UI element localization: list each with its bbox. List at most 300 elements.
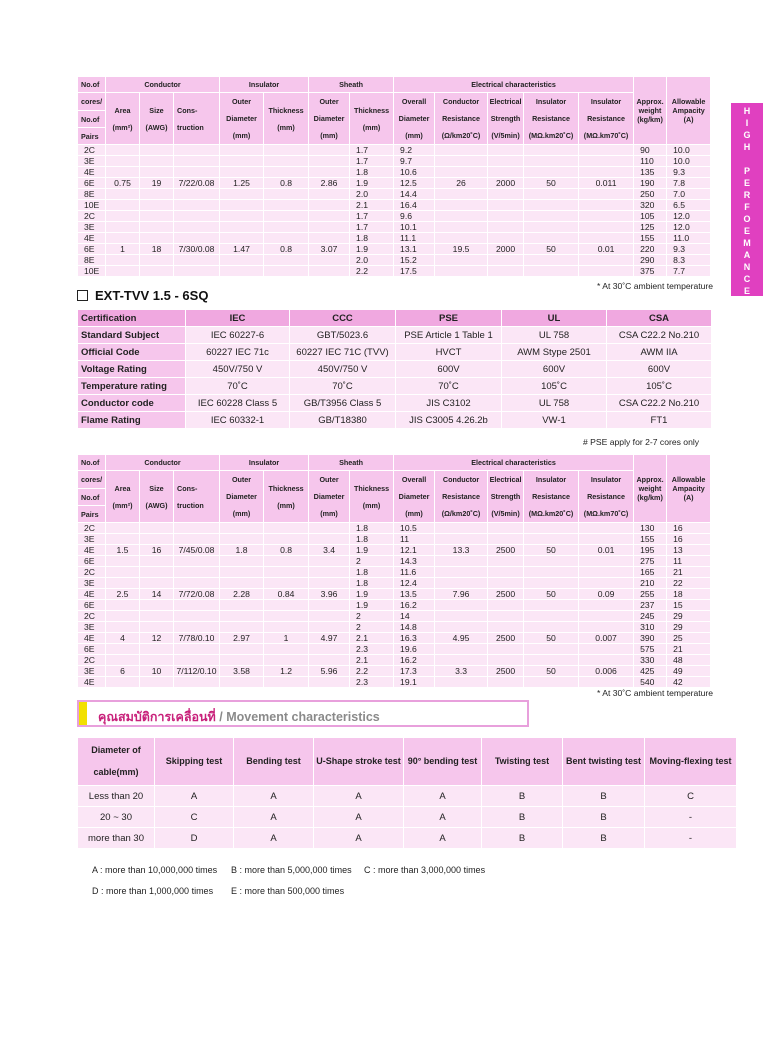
header-ins-thickness-line: (mm) bbox=[277, 500, 295, 510]
header-conductor-resistance-line: Resistance bbox=[442, 492, 481, 501]
empty-cell bbox=[524, 200, 579, 211]
sidebar-letter: O bbox=[743, 214, 751, 224]
header-ins-outer-line: (mm) bbox=[320, 509, 338, 518]
empty-cell bbox=[579, 200, 634, 211]
cores-cell: 2C bbox=[78, 211, 106, 222]
overall-diameter-cell: 16.4 bbox=[394, 200, 435, 211]
empty-cell bbox=[524, 211, 579, 222]
ins70-cell: 0.01 bbox=[579, 244, 634, 255]
cores-cell: 2C bbox=[78, 145, 106, 156]
empty-cell bbox=[220, 222, 264, 233]
ampacity-cell: 48 bbox=[667, 655, 711, 666]
header-area-line: Area bbox=[114, 105, 131, 115]
table-row bbox=[78, 523, 711, 534]
table-row bbox=[78, 534, 711, 545]
empty-cell bbox=[264, 655, 309, 666]
empty-cell bbox=[435, 266, 488, 277]
cert-column-header: UL bbox=[502, 310, 607, 327]
strength-cell: 2500 bbox=[488, 545, 524, 556]
empty-cell bbox=[524, 578, 579, 589]
empty-cell bbox=[524, 556, 579, 567]
ampacity-cell: 13 bbox=[667, 545, 711, 556]
header-amp-1: Allowable bbox=[671, 97, 706, 106]
header-conductor-resistance-line: (Ω/km20˚C) bbox=[441, 509, 481, 518]
movement-value: A bbox=[404, 807, 482, 828]
ampacity-cell: 15 bbox=[667, 600, 711, 611]
header-conductor-resistance bbox=[435, 93, 488, 145]
header-conductor-resistance-line: Conductor bbox=[442, 97, 480, 106]
cert-value: 70˚C bbox=[186, 378, 290, 395]
empty-cell bbox=[488, 145, 524, 156]
header-cores: cores/ bbox=[78, 93, 106, 111]
empty-cell bbox=[579, 211, 634, 222]
empty-cell bbox=[524, 611, 579, 622]
empty-cell bbox=[435, 644, 488, 655]
cores-cell: 3E bbox=[78, 156, 106, 167]
movement-value: A bbox=[404, 786, 482, 807]
certification-table bbox=[77, 309, 712, 429]
empty-cell bbox=[264, 145, 309, 156]
empty-cell bbox=[220, 211, 264, 222]
table-row bbox=[78, 266, 711, 277]
header-approx bbox=[634, 77, 667, 145]
section-title-text: EXT-TVV 1.5 - 6SQ bbox=[95, 288, 209, 303]
sheath-thickness-cell: 2.0 bbox=[350, 255, 394, 266]
sheath-thickness-cell: 2.2 bbox=[350, 666, 394, 677]
empty-cell bbox=[435, 611, 488, 622]
empty-cell bbox=[106, 600, 140, 611]
overall-diameter-cell: 14.4 bbox=[394, 189, 435, 200]
sheath-thickness-cell: 1.8 bbox=[350, 523, 394, 534]
checkbox-square-icon bbox=[77, 290, 88, 301]
cert-row bbox=[78, 412, 712, 429]
header-sheath-overall-line: Diameter bbox=[398, 492, 430, 501]
table-row bbox=[78, 589, 711, 600]
movement-row-label: more than 30 bbox=[78, 828, 155, 849]
area-cell: 6 bbox=[106, 666, 140, 677]
table-row bbox=[78, 244, 711, 255]
ins70-cell: 0.011 bbox=[579, 178, 634, 189]
empty-cell bbox=[309, 556, 350, 567]
cores-cell: 3E bbox=[78, 222, 106, 233]
area-cell: 2.5 bbox=[106, 589, 140, 600]
header-sheath-thickness-line: (mm) bbox=[362, 122, 381, 132]
header-sheath-thickness-line: Thickness bbox=[353, 105, 390, 115]
weight-cell: 195 bbox=[634, 545, 667, 556]
ins_th-cell: 0.8 bbox=[264, 545, 309, 556]
header-approx-1: Approx. bbox=[636, 475, 664, 484]
cores-cell: 4E bbox=[78, 167, 106, 178]
table-row bbox=[78, 145, 711, 156]
header-insulator-resistance-20-line: Insulator bbox=[535, 97, 567, 106]
empty-cell bbox=[309, 677, 350, 688]
empty-cell bbox=[435, 578, 488, 589]
header-area bbox=[106, 471, 140, 523]
empty-cell bbox=[220, 189, 264, 200]
empty-cell bbox=[106, 567, 140, 578]
empty-cell bbox=[174, 567, 220, 578]
cons-cell: 7/22/0.08 bbox=[174, 178, 220, 189]
cores-cell: 3E bbox=[78, 666, 106, 677]
size-cell: 12 bbox=[140, 633, 174, 644]
ins20-cell: 50 bbox=[524, 589, 579, 600]
weight-cell: 575 bbox=[634, 644, 667, 655]
empty-cell bbox=[524, 600, 579, 611]
empty-cell bbox=[220, 255, 264, 266]
empty-cell bbox=[488, 644, 524, 655]
ins20-cell: 50 bbox=[524, 666, 579, 677]
empty-cell bbox=[140, 211, 174, 222]
cores-cell: 6E bbox=[78, 244, 106, 255]
empty-cell bbox=[140, 266, 174, 277]
cert-value: FT1 bbox=[607, 412, 712, 429]
header-ins-outer bbox=[309, 93, 350, 145]
sidebar-letter: A bbox=[743, 250, 751, 260]
size-cell: 19 bbox=[140, 178, 174, 189]
outer-cell: 3.4 bbox=[309, 545, 350, 556]
sheath-thickness-cell: 2.1 bbox=[350, 633, 394, 644]
empty-cell bbox=[106, 523, 140, 534]
empty-cell bbox=[309, 567, 350, 578]
ins20-cell: 50 bbox=[524, 545, 579, 556]
cores-cell: 10E bbox=[78, 200, 106, 211]
movement-banner bbox=[77, 700, 529, 727]
cert-column-header: CCC bbox=[290, 310, 396, 327]
sheath-thickness-cell: 1.7 bbox=[350, 222, 394, 233]
table-row bbox=[78, 233, 711, 244]
cert-value: AWM IIA bbox=[607, 344, 712, 361]
sidebar-letter: C bbox=[743, 274, 751, 284]
high-performance-sidebar bbox=[731, 103, 763, 296]
empty-cell bbox=[524, 255, 579, 266]
cert-value: 105˚C bbox=[502, 378, 607, 395]
cons-cell: 7/72/0.08 bbox=[174, 589, 220, 600]
header-approx-2: weight bbox=[638, 484, 662, 493]
cert-value: 450V/750 V bbox=[290, 361, 396, 378]
empty-cell bbox=[579, 567, 634, 578]
weight-cell: 330 bbox=[634, 655, 667, 666]
empty-cell bbox=[140, 644, 174, 655]
sidebar-letter: M bbox=[743, 238, 751, 248]
empty-cell bbox=[106, 534, 140, 545]
pse-note: # PSE apply for 2-7 cores only bbox=[583, 437, 700, 447]
overall-diameter-cell: 16.2 bbox=[394, 600, 435, 611]
empty-cell bbox=[488, 233, 524, 244]
cores-cell: 3E bbox=[78, 578, 106, 589]
cores-cell: 3E bbox=[78, 534, 106, 545]
movement-value: B bbox=[563, 828, 645, 849]
empty-cell bbox=[140, 255, 174, 266]
empty-cell bbox=[174, 200, 220, 211]
cert-row bbox=[78, 378, 712, 395]
empty-cell bbox=[524, 523, 579, 534]
sidebar-letter: F bbox=[744, 202, 750, 212]
empty-cell bbox=[488, 578, 524, 589]
cores-cell: 2C bbox=[78, 567, 106, 578]
ampacity-cell: 12.0 bbox=[667, 211, 711, 222]
header-sheath-thickness bbox=[350, 93, 394, 145]
cert-value: 60227 IEC 71C (TVV) bbox=[290, 344, 396, 361]
header-electrical-strength-line: Electrical bbox=[489, 475, 522, 484]
header-insulator: Insulator bbox=[220, 77, 309, 93]
empty-cell bbox=[524, 567, 579, 578]
table-row bbox=[78, 578, 711, 589]
empty-cell bbox=[488, 156, 524, 167]
header-approx-3: (kg/km) bbox=[637, 493, 663, 502]
table-row bbox=[78, 600, 711, 611]
outer-cell: 2.86 bbox=[309, 178, 350, 189]
empty-cell bbox=[140, 156, 174, 167]
cert-value: JIS C3005 4.26.2b bbox=[396, 412, 502, 429]
cert-value: IEC 60228 Class 5 bbox=[186, 395, 290, 412]
empty-cell bbox=[488, 200, 524, 211]
movement-value: A bbox=[314, 807, 404, 828]
sheath-thickness-cell: 1.7 bbox=[350, 145, 394, 156]
empty-cell bbox=[435, 167, 488, 178]
cond_res-cell: 19.5 bbox=[435, 244, 488, 255]
cert-header-row bbox=[78, 310, 712, 327]
header-insulator: Insulator bbox=[220, 455, 309, 471]
movement-row bbox=[78, 786, 737, 807]
empty-cell bbox=[579, 167, 634, 178]
weight-cell: 155 bbox=[634, 233, 667, 244]
ampacity-cell: 6.5 bbox=[667, 200, 711, 211]
overall-diameter-cell: 14.8 bbox=[394, 622, 435, 633]
header-sheath-overall-line: Diameter bbox=[398, 114, 430, 123]
weight-cell: 375 bbox=[634, 266, 667, 277]
cores-cell: 4E bbox=[78, 589, 106, 600]
empty-cell bbox=[435, 622, 488, 633]
weight-cell: 165 bbox=[634, 567, 667, 578]
ins_th-cell: 0.84 bbox=[264, 589, 309, 600]
table-row bbox=[78, 556, 711, 567]
sheath-thickness-cell: 2.2 bbox=[350, 266, 394, 277]
header-electrical-strength-line: Strength bbox=[490, 114, 521, 123]
empty-cell bbox=[579, 600, 634, 611]
table-row bbox=[78, 189, 711, 200]
empty-cell bbox=[524, 534, 579, 545]
header-sheath: Sheath bbox=[309, 455, 394, 471]
header-insulator-resistance-70 bbox=[579, 471, 634, 523]
movement-value: C bbox=[645, 786, 737, 807]
empty-cell bbox=[309, 167, 350, 178]
cert-row-label: Standard Subject bbox=[78, 327, 186, 344]
legend-c: C : more than 3,000,000 times bbox=[364, 865, 486, 875]
ampacity-cell: 7.8 bbox=[667, 178, 711, 189]
overall-diameter-cell: 11.6 bbox=[394, 567, 435, 578]
sidebar-letter: H bbox=[743, 142, 751, 152]
weight-cell: 540 bbox=[634, 677, 667, 688]
table-row bbox=[78, 677, 711, 688]
header-electrical-strength-line: (V/5min) bbox=[491, 131, 520, 140]
table-row bbox=[78, 666, 711, 677]
header-row bbox=[78, 77, 711, 93]
empty-cell bbox=[435, 189, 488, 200]
sidebar-letter: N bbox=[743, 262, 751, 272]
cores-cell: 6E bbox=[78, 600, 106, 611]
empty-cell bbox=[174, 266, 220, 277]
outer-cell: 4.97 bbox=[309, 633, 350, 644]
empty-cell bbox=[435, 567, 488, 578]
empty-cell bbox=[435, 200, 488, 211]
overall-diameter-cell: 9.2 bbox=[394, 145, 435, 156]
weight-cell: 390 bbox=[634, 633, 667, 644]
empty-cell bbox=[174, 222, 220, 233]
header-no-of: No.of bbox=[78, 77, 106, 93]
sheath-thickness-cell: 1.8 bbox=[350, 233, 394, 244]
sidebar-letter: G bbox=[743, 130, 751, 140]
movement-value: - bbox=[645, 828, 737, 849]
table-row bbox=[78, 611, 711, 622]
cons-cell: 7/78/0.10 bbox=[174, 633, 220, 644]
empty-cell bbox=[435, 534, 488, 545]
sidebar-letter: H bbox=[743, 106, 751, 116]
overall-diameter-cell: 14 bbox=[394, 611, 435, 622]
empty-cell bbox=[488, 556, 524, 567]
header-insulator-resistance-70-line: (MΩ.km70˚C) bbox=[583, 509, 629, 518]
cert-column-header: PSE bbox=[396, 310, 502, 327]
empty-cell bbox=[309, 189, 350, 200]
empty-cell bbox=[488, 600, 524, 611]
header-insulator-resistance-70-line: Resistance bbox=[587, 114, 626, 123]
cert-value: 60227 IEC 71c bbox=[186, 344, 290, 361]
cert-value: UL 758 bbox=[502, 327, 607, 344]
sheath-thickness-cell: 1.8 bbox=[350, 578, 394, 589]
header-size bbox=[140, 471, 174, 523]
ins_od-cell: 1.47 bbox=[220, 244, 264, 255]
empty-cell bbox=[488, 189, 524, 200]
movement-header-test: Bent twisting test bbox=[563, 738, 645, 786]
overall-diameter-cell: 17.3 bbox=[394, 666, 435, 677]
cert-value: 70˚C bbox=[396, 378, 502, 395]
header-construction-line: Cons- bbox=[177, 483, 198, 493]
ampacity-cell: 22 bbox=[667, 578, 711, 589]
header-ins-outer-diameter-line: Diameter bbox=[226, 492, 257, 501]
empty-cell bbox=[435, 255, 488, 266]
empty-cell bbox=[140, 677, 174, 688]
empty-cell bbox=[140, 200, 174, 211]
header-construction-line: Cons- bbox=[177, 105, 198, 115]
header-electrical: Electrical characteristics bbox=[394, 455, 634, 471]
cores-cell: 8E bbox=[78, 255, 106, 266]
empty-cell bbox=[309, 233, 350, 244]
sheath-thickness-cell: 2.3 bbox=[350, 644, 394, 655]
header-ins-thickness-line: Thickness bbox=[268, 483, 304, 493]
movement-header-test: Moving-flexing test bbox=[645, 738, 737, 786]
movement-header-test: Bending test bbox=[234, 738, 314, 786]
movement-header-test: U-Shape stroke test bbox=[314, 738, 404, 786]
overall-diameter-cell: 17.5 bbox=[394, 266, 435, 277]
header-ins-outer-line: (mm) bbox=[320, 131, 338, 140]
empty-cell bbox=[220, 655, 264, 666]
empty-cell bbox=[579, 222, 634, 233]
empty-cell bbox=[174, 644, 220, 655]
table-row bbox=[78, 633, 711, 644]
overall-diameter-cell: 13.1 bbox=[394, 244, 435, 255]
header-approx-2: weight bbox=[638, 106, 662, 115]
empty-cell bbox=[106, 556, 140, 567]
weight-cell: 135 bbox=[634, 167, 667, 178]
empty-cell bbox=[309, 266, 350, 277]
empty-cell bbox=[106, 222, 140, 233]
header-ins-outer-diameter-line: Diameter bbox=[226, 114, 257, 123]
overall-diameter-cell: 16.2 bbox=[394, 655, 435, 666]
header-insulator-resistance-70-line: Resistance bbox=[587, 492, 626, 501]
empty-cell bbox=[220, 600, 264, 611]
empty-cell bbox=[309, 644, 350, 655]
ampacity-cell: 16 bbox=[667, 523, 711, 534]
header-approx-1: Approx. bbox=[636, 97, 664, 106]
empty-cell bbox=[524, 222, 579, 233]
ins_od-cell: 1.25 bbox=[220, 178, 264, 189]
empty-cell bbox=[524, 655, 579, 666]
header-sheath-overall bbox=[394, 93, 435, 145]
cert-value: 600V bbox=[607, 361, 712, 378]
ins_th-cell: 0.8 bbox=[264, 244, 309, 255]
strength-cell: 2500 bbox=[488, 589, 524, 600]
empty-cell bbox=[140, 189, 174, 200]
empty-cell bbox=[579, 556, 634, 567]
header-electrical-strength-line: (V/5min) bbox=[491, 509, 520, 518]
strength-cell: 2000 bbox=[488, 178, 524, 189]
header-ins-outer-diameter-line: (mm) bbox=[232, 509, 251, 518]
strength-cell: 2500 bbox=[488, 633, 524, 644]
empty-cell bbox=[174, 677, 220, 688]
overall-diameter-cell: 12.4 bbox=[394, 578, 435, 589]
empty-cell bbox=[140, 534, 174, 545]
movement-value: A bbox=[234, 786, 314, 807]
outer-cell: 3.07 bbox=[309, 244, 350, 255]
cert-value: IEC 60227-6 bbox=[186, 327, 290, 344]
cert-row bbox=[78, 327, 712, 344]
cert-value: AWM Stype 2501 bbox=[502, 344, 607, 361]
sidebar-letter: E bbox=[743, 178, 750, 188]
header-ins-outer bbox=[309, 471, 350, 523]
empty-cell bbox=[106, 255, 140, 266]
empty-cell bbox=[435, 211, 488, 222]
empty-cell bbox=[524, 644, 579, 655]
empty-cell bbox=[174, 255, 220, 266]
empty-cell bbox=[174, 523, 220, 534]
movement-value: A bbox=[234, 807, 314, 828]
table-row bbox=[78, 167, 711, 178]
empty-cell bbox=[140, 233, 174, 244]
empty-cell bbox=[264, 156, 309, 167]
header-pairs: Pairs bbox=[78, 506, 106, 523]
cert-value: CSA C22.2 No.210 bbox=[607, 327, 712, 344]
header-ins-outer-line: Diameter bbox=[313, 114, 345, 123]
empty-cell bbox=[106, 644, 140, 655]
overall-diameter-cell: 9.6 bbox=[394, 211, 435, 222]
ins_th-cell: 1.2 bbox=[264, 666, 309, 677]
ampacity-cell: 16 bbox=[667, 534, 711, 545]
header-insulator-resistance-70-line: Insulator bbox=[590, 97, 622, 106]
sheath-thickness-cell: 1.9 bbox=[350, 178, 394, 189]
overall-diameter-cell: 15.2 bbox=[394, 255, 435, 266]
cert-value: 600V bbox=[502, 361, 607, 378]
header-ins-thickness-line: Thickness bbox=[268, 105, 304, 115]
empty-cell bbox=[309, 611, 350, 622]
overall-diameter-cell: 10.6 bbox=[394, 167, 435, 178]
cores-cell: 4E bbox=[78, 677, 106, 688]
cert-row-label: Flame Rating bbox=[78, 412, 186, 429]
weight-cell: 255 bbox=[634, 589, 667, 600]
empty-cell bbox=[435, 156, 488, 167]
header-ins-thickness-line: (mm) bbox=[277, 122, 295, 132]
empty-cell bbox=[435, 222, 488, 233]
header-amp-3: (A) bbox=[683, 115, 694, 124]
legend-a: A : more than 10,000,000 times bbox=[92, 865, 218, 875]
